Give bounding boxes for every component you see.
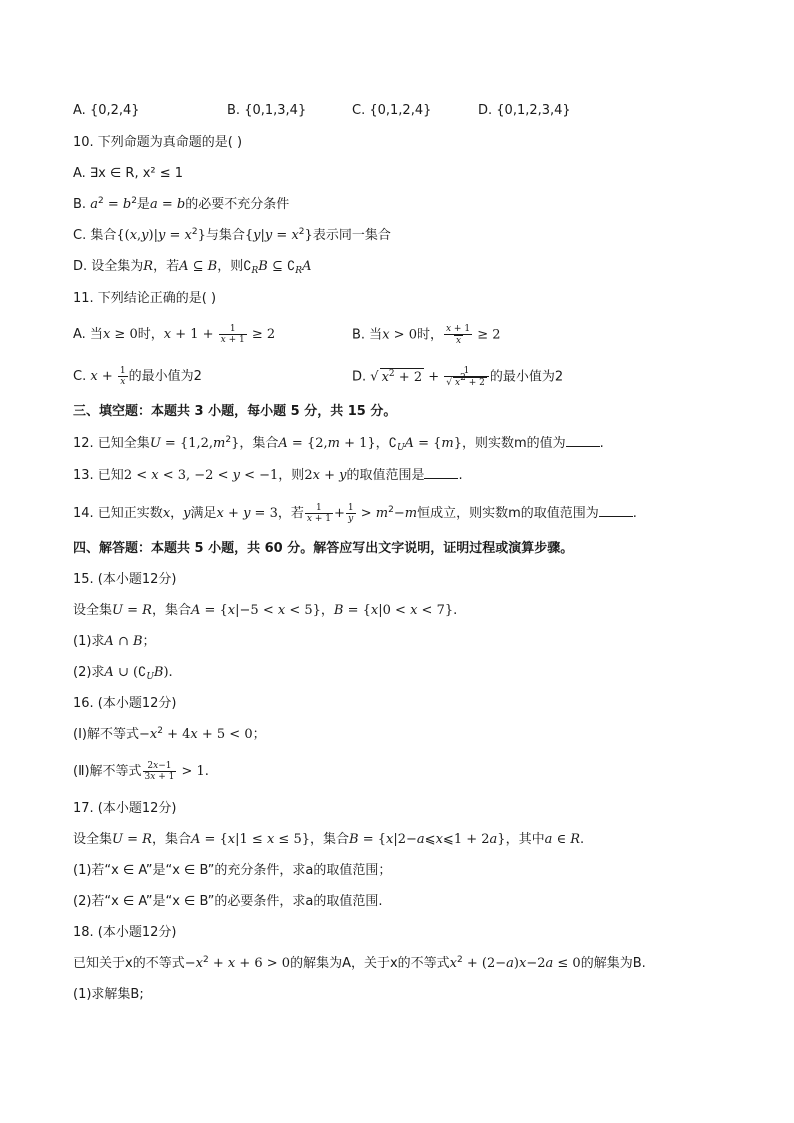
q9-option-b: B. {0,1,3,4} (227, 103, 307, 118)
q9-option-d: D. {0,1,2,3,4} (478, 103, 571, 118)
q12: 12. 已知全集$U = \{1,2,m^2\}$，集合A = {2,m + 1}，$∁_UA = \{m\}$，则实数m的值为 . (73, 435, 604, 453)
q14: 14. 已知正实数x，y满足x + y = 3，若 $\frac{1}{x + 1}$ + $\frac{1}{y}$ > $m^2-m$恒成立，则实数m的取值范围为 . (73, 503, 637, 524)
q9-option-a: A. {0,2,4} (73, 103, 140, 118)
q15-header: 15. (本小题12分) (73, 572, 177, 587)
q10-option-c: C. 集合$\{(x,y)|y = x^2\}$与集合$\{y|y = x^2\}$表示同一集合 (73, 227, 391, 243)
q11-option-d: D. √ $x^2 + 2$ + $\frac{1}{√ x^2 + 2}$ 的最小值为2 (352, 366, 564, 388)
section-3-title: 三、填空题：本题共 3 小题，每小题 5 分，共 15 分。 (73, 404, 397, 419)
q13: 13. 已知2 < x < 3, −2 < y < −1，则2x + y的取值范围是 . (73, 468, 463, 483)
answer-blank[interactable] (566, 434, 600, 447)
q11-option-b: B. 当x > 0时， $\frac{x + 1}{x}$ ≥ 2 (352, 324, 501, 346)
q11-option-a: A. 当x ≥ 0时，x + 1 + $\frac{1}{x + 1}$ ≥ 2 (73, 324, 276, 345)
q17-stem: 设全集U = R，集合A = {x|1 ≤ x ≤ 5}，集合B = {x|2−a⩽x⩽1 + 2a}，其中a ∈ R. (73, 832, 585, 847)
q15-stem: 设全集U = R，集合A = {x|−5 < x < 5}，B = {x|0 < x < 7}. (73, 603, 458, 618)
q18-header: 18. (本小题12分) (73, 925, 177, 940)
q9-option-c: C. {0,1,2,4} (352, 103, 432, 118)
answer-blank[interactable] (424, 466, 458, 479)
q10-option-a: A. ∃x ∈ R, x² ≤ 1 (73, 166, 184, 181)
q10-option-b: B. $a^2 = b^2$是a = b的必要不充分条件 (73, 196, 290, 212)
q16-part-2: (Ⅱ)解不等式 $\frac{2x-1}{3x + 1}$ > 1. (73, 761, 209, 782)
q11-stem: 11. 下列结论正确的是( ) (73, 291, 217, 306)
q11-option-c: C. x + $\frac{1}{x}$ 的最小值为2 (73, 366, 202, 387)
section-4-title: 四、解答题：本题共 5 小题，共 60 分。解答应写出文字说明，证明过程或演算步骤。 (73, 541, 574, 556)
q10-option-d: D. 设全集为R，若A ⊆ B，则$∁_RB$ ⊆ $∁_RA$ (73, 259, 312, 276)
q17-header: 17. (本小题12分) (73, 801, 177, 816)
q17-part-1: (1)若“x ∈ A”是“x ∈ B”的充分条件，求a的取值范围； (73, 863, 392, 878)
q16-header: 16. (本小题12分) (73, 696, 177, 711)
q18-part-1: (1)求解集B; (73, 987, 144, 1002)
q15-part-2: (2)求A ∪ $(∁_UB)$. (73, 665, 173, 682)
q16-part-1: (Ⅰ)解不等式$-x^2 + 4x + 5 < 0$； (73, 726, 266, 742)
answer-blank[interactable] (599, 504, 633, 517)
q15-part-1: (1)求A ∩ B； (73, 634, 156, 649)
q17-part-2: (2)若“x ∈ A”是“x ∈ B”的必要条件，求a的取值范围. (73, 894, 383, 909)
q10-stem: 10. 下列命题为真命题的是( ) (73, 135, 243, 150)
q18-stem: 已知关于x的不等式$-x^2 + x + 6 > 0$的解集为A，关于x的不等式$x^2 + (2-a)x-2a \le 0$的解集为B. (73, 955, 646, 971)
